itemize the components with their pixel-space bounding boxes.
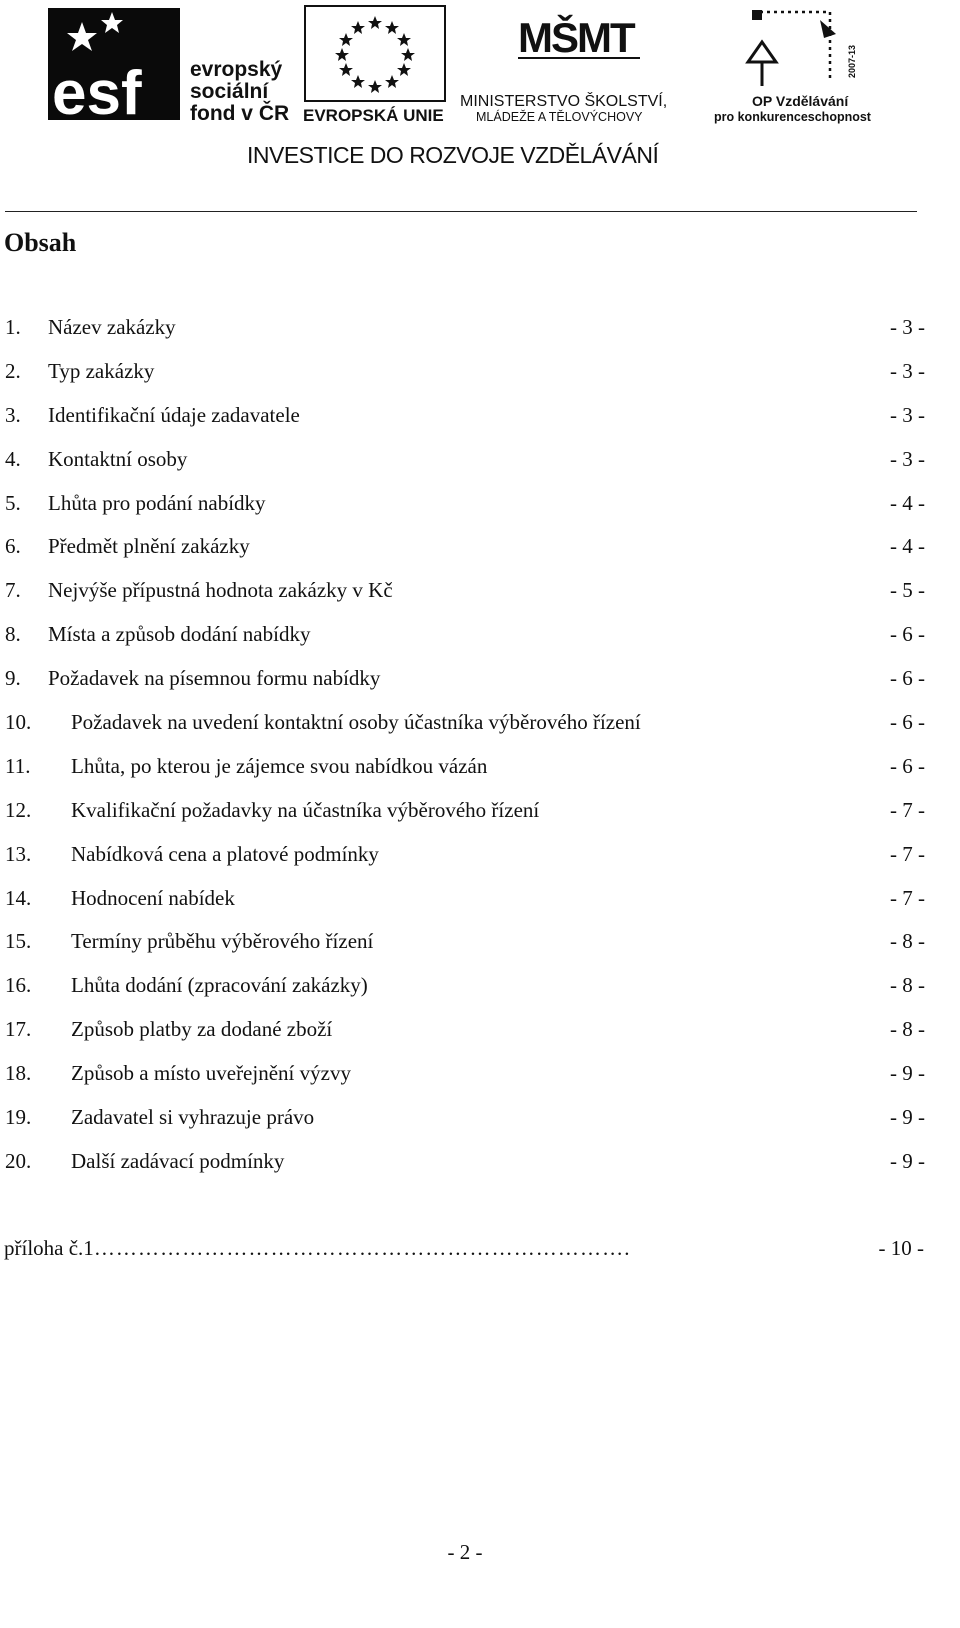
- toc-entry-number: 11.: [5, 753, 31, 778]
- appendix-label: příloha č.1: [4, 1236, 94, 1260]
- esf-line1: evropský: [190, 58, 283, 81]
- toc-entry-page: - 8 -: [890, 1017, 925, 1042]
- toc-entry-number: 8.: [5, 622, 21, 647]
- toc-entry-number: 19.: [5, 1105, 32, 1130]
- toc-entry-number: 10.: [5, 710, 32, 735]
- toc-entry-page: - 6 -: [890, 710, 925, 735]
- toc-entry[interactable]: [5, 353, 925, 397]
- esf-line3: fond v ČR: [190, 102, 290, 125]
- toc-entry[interactable]: [5, 748, 925, 792]
- toc-entry-title: Způsob platby za dodané zboží: [71, 1017, 333, 1042]
- toc-entry-title: Místa a způsob dodání nabídky: [48, 622, 311, 647]
- toc-entry-title: Kvalifikační požadavky na účastníka výběrového řízení: [71, 797, 540, 822]
- toc-entry-page: - 7 -: [890, 797, 925, 822]
- toc-entry-page: - 3 -: [890, 402, 925, 427]
- toc-entry-title: Název zakázky: [48, 315, 176, 339]
- toc-entry-title: Nabídková cena a platové podmínky: [71, 841, 379, 866]
- toc-entry-number: 16.: [5, 973, 32, 998]
- toc-entry-number: 20.: [5, 1148, 32, 1173]
- eu-logo: [303, 6, 445, 125]
- toc-entry-page: - 9 -: [890, 1148, 925, 1173]
- toc-entry-number: 5.: [5, 490, 21, 515]
- toc-entry-page: - 7 -: [890, 841, 925, 866]
- toc-entry[interactable]: [5, 485, 925, 529]
- toc-entry[interactable]: [5, 1099, 925, 1143]
- toc-entry-page: - 6 -: [890, 666, 925, 691]
- appendix-page: - 10 -: [879, 1230, 925, 1266]
- toc-entry[interactable]: [5, 880, 925, 924]
- toc-entry-number: 7.: [5, 578, 21, 603]
- toc-entry[interactable]: [5, 572, 925, 616]
- toc-entry-title: Hodnocení nabídek: [71, 885, 235, 910]
- toc-entry[interactable]: [5, 836, 925, 880]
- toc-entry-number: 3.: [5, 402, 21, 427]
- toc-entry-number: 15.: [5, 929, 32, 954]
- toc-entry-page: - 4 -: [890, 490, 925, 515]
- toc-list: [5, 309, 925, 1187]
- toc-title: Obsah: [4, 228, 77, 257]
- logo-strip: [0, 0, 960, 175]
- logo-header: [0, 0, 960, 175]
- toc-entry[interactable]: [5, 616, 925, 660]
- toc-entry-number: 2.: [5, 358, 21, 383]
- toc-entry-title: Další zadávací podmínky: [71, 1148, 285, 1173]
- toc-entry-title: Požadavek na uvedení kontaktní osoby účastníka výběrového řízení: [71, 710, 641, 735]
- esf-line2: sociální: [190, 80, 269, 103]
- toc-entry[interactable]: [5, 528, 925, 572]
- toc-entry[interactable]: [5, 1143, 925, 1187]
- op-line1: OP Vzdělávání: [752, 93, 849, 109]
- toc-entry-title: Termíny průběhu výběrového řízení: [71, 929, 374, 954]
- toc-entry-page: - 9 -: [890, 1105, 925, 1130]
- page-number: - 2 -: [447, 1540, 483, 1564]
- esf-logo: [48, 8, 289, 128]
- msmt-logo: [460, 13, 667, 124]
- op-years: 2007-13: [847, 44, 857, 78]
- toc-entry-title: Lhůta pro podání nabídky: [48, 490, 266, 515]
- op-arrow-icon: [748, 42, 776, 62]
- toc-entry[interactable]: [5, 967, 925, 1011]
- toc-entry-number: 1.: [5, 315, 21, 339]
- msmt-line1: MINISTERSTVO ŠKOLSTVÍ,: [460, 93, 668, 110]
- op-dotted-frame: [760, 12, 830, 78]
- toc-entry-title: Předmět plnění zakázky: [48, 534, 250, 559]
- toc-entry[interactable]: [5, 704, 925, 748]
- toc-entry-title: Lhůta dodání (zpracování zakázky): [71, 973, 368, 998]
- toc-entry-page: - 4 -: [890, 534, 925, 559]
- toc-entry-page: - 8 -: [890, 973, 925, 998]
- toc-appendix-entry[interactable]: [4, 1230, 924, 1266]
- toc-entry-page: - 6 -: [890, 753, 925, 778]
- slogan: INVESTICE DO ROZVOJE VZDĚLÁVÁNÍ: [247, 142, 659, 168]
- msmt-mark: MŠMT: [518, 14, 634, 61]
- toc-entry-title: Lhůta, po kterou je zájemce svou nabídkou vázán: [71, 753, 488, 778]
- toc-entry-title: Kontaktní osoby: [48, 446, 188, 471]
- toc-entry-number: 6.: [5, 534, 21, 559]
- toc-entry-title: Typ zakázky: [48, 358, 155, 383]
- toc-entry[interactable]: [5, 441, 925, 485]
- toc-entry-number: 18.: [5, 1061, 32, 1086]
- toc-entry-page: - 5 -: [890, 578, 925, 603]
- toc-entry-title: Zadavatel si vyhrazuje právo: [71, 1105, 315, 1130]
- eu-label: EVROPSKÁ UNIE: [303, 106, 444, 125]
- toc-entry-page: - 9 -: [890, 1061, 925, 1086]
- toc-entry-number: 9.: [5, 666, 21, 691]
- toc-entry[interactable]: [5, 397, 925, 441]
- toc-entry[interactable]: [5, 923, 925, 967]
- esf-mark: esf: [52, 59, 142, 128]
- op-logo: [714, 10, 872, 124]
- appendix-leader-dots: ……………………………………………………………….: [93, 1236, 631, 1260]
- toc-entry-title: Požadavek na písemnou formu nabídky: [48, 666, 381, 691]
- toc-entry-page: - 7 -: [890, 885, 925, 910]
- header-rule: [5, 211, 917, 212]
- toc-entry-title: Způsob a místo uveřejnění výzvy: [71, 1061, 351, 1086]
- toc-entry-title: Identifikační údaje zadavatele: [48, 402, 300, 427]
- toc-entry-page: - 3 -: [890, 358, 925, 383]
- toc-entry-title: Nejvýše přípustná hodnota zakázky v Kč: [48, 578, 393, 603]
- op-square-icon: [752, 10, 762, 20]
- toc-entry-page: - 3 -: [890, 315, 925, 339]
- toc-entry-number: 12.: [5, 797, 32, 822]
- op-line2: pro konkurenceschopnost: [714, 110, 871, 124]
- toc-entry-page: - 3 -: [890, 446, 925, 471]
- toc-entry-number: 13.: [5, 841, 32, 866]
- toc-entry[interactable]: [5, 660, 925, 704]
- op-pointer-icon: [820, 20, 836, 38]
- toc-entry-page: - 6 -: [890, 622, 925, 647]
- toc-entry[interactable]: [5, 309, 925, 353]
- toc-entry[interactable]: [5, 1055, 925, 1099]
- toc-entry-number: 14.: [5, 885, 32, 910]
- toc-entry-page: - 8 -: [890, 929, 925, 954]
- toc-entry[interactable]: [5, 792, 925, 836]
- toc-entry-number: 17.: [5, 1017, 32, 1042]
- msmt-line2: MLÁDEŽE A TĚLOVÝCHOVY: [476, 110, 643, 124]
- toc-entry[interactable]: [5, 1011, 925, 1055]
- toc-entry-number: 4.: [5, 446, 21, 471]
